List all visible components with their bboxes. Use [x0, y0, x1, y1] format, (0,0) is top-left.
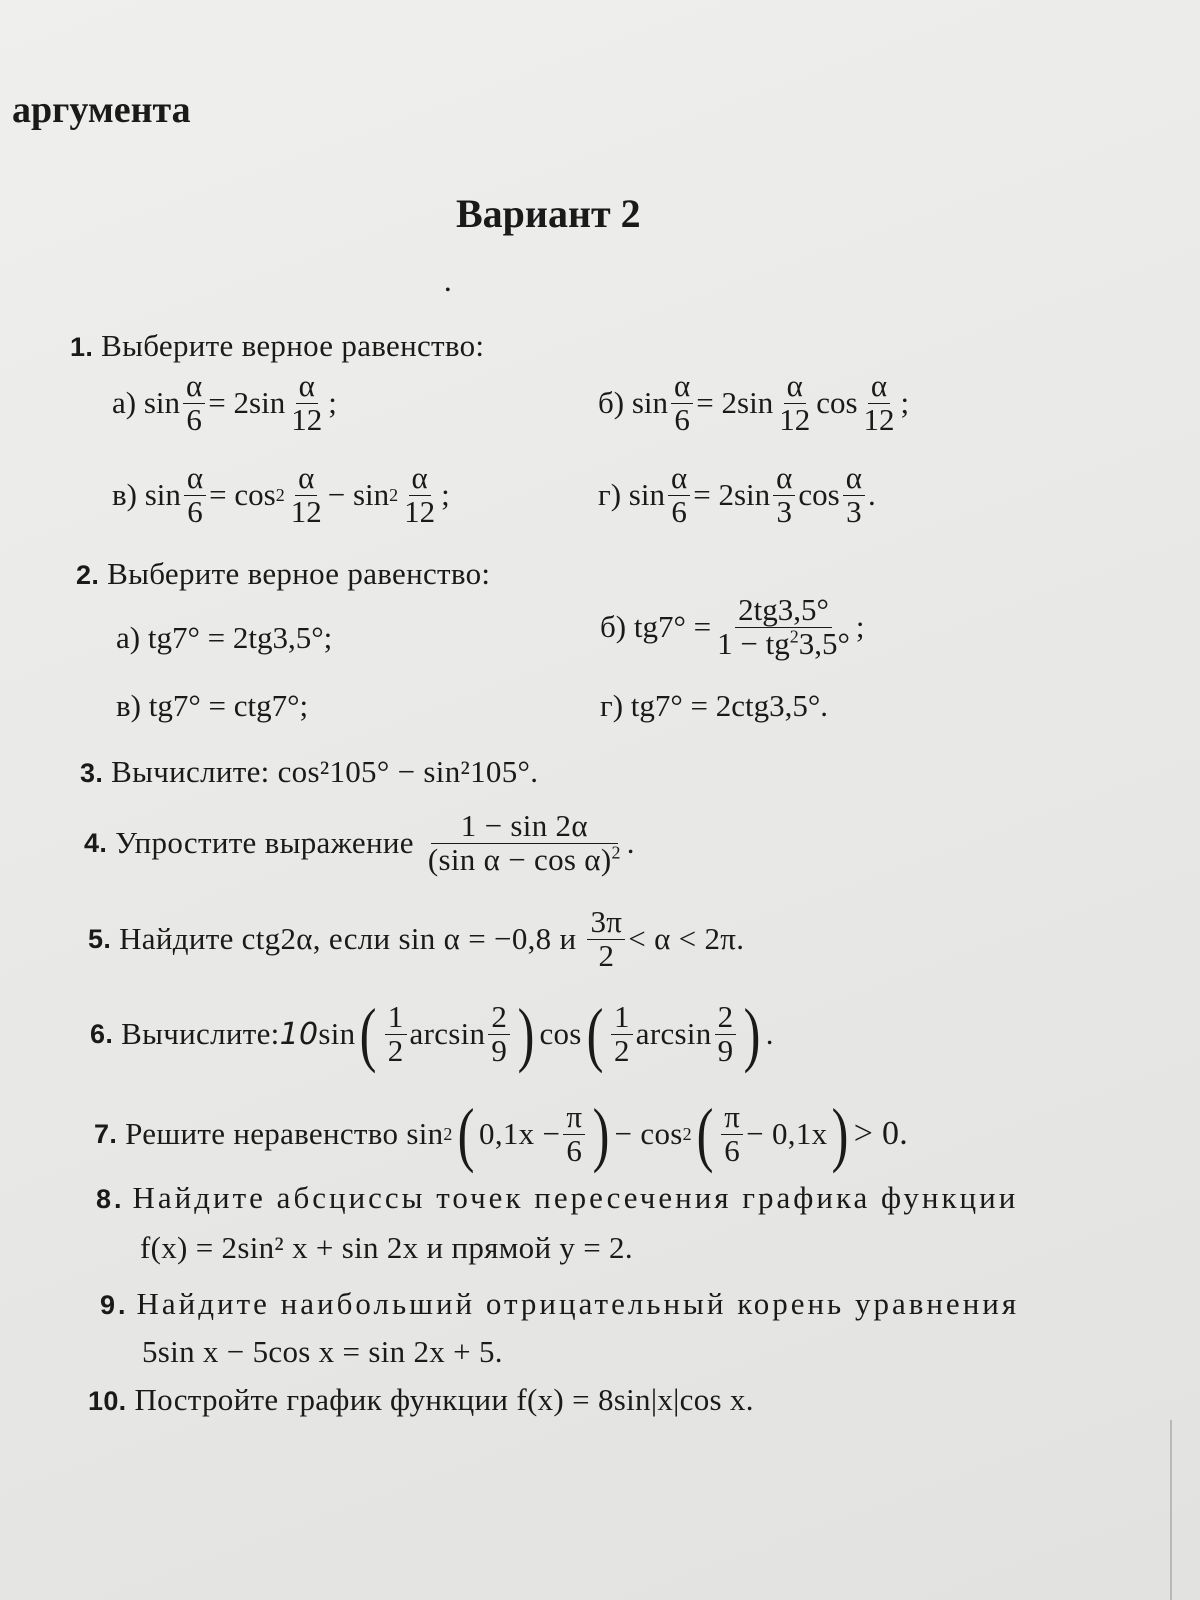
task-6 — [90, 994, 774, 1074]
math-text: 5. — [88, 923, 112, 954]
math-text: sin — [352, 477, 390, 513]
math-text: sin — [631, 385, 669, 421]
fraction — [425, 810, 624, 876]
math-text: α — [296, 370, 318, 404]
fraction — [668, 462, 690, 528]
math-text: 1 — [385, 1001, 407, 1035]
math-text: f(x) = 8sin|x|cos x. — [516, 1382, 754, 1417]
math-text: ) — [592, 1094, 610, 1174]
math-text: 3π — [587, 906, 625, 940]
math-text: 6 — [186, 401, 202, 437]
task-10 — [88, 1382, 754, 1418]
math-text: = — [208, 385, 226, 421]
math-text: sin — [628, 477, 665, 513]
math-text: . — [867, 477, 876, 513]
math-text: f(x) = 2sin² x + sin 2x и прямой y = 2. — [140, 1230, 633, 1265]
math-text: 2 — [611, 842, 621, 863]
task-9 — [100, 1286, 1019, 1322]
math-text: sin — [406, 1116, 444, 1151]
math-text: cos — [234, 477, 276, 513]
math-text: ( — [457, 1094, 475, 1174]
math-text: arcsin — [409, 1016, 486, 1051]
math-text: 3 — [776, 493, 793, 529]
variant-title: Вариант 2 — [456, 191, 641, 236]
math-text: Найдите наибольший отрицательный корень уравнения — [136, 1286, 1020, 1321]
math-text: 6 — [674, 401, 690, 437]
fraction — [721, 1098, 743, 1168]
fraction — [715, 998, 737, 1068]
math-text: 12 — [404, 493, 436, 529]
math-text: 4. — [84, 827, 108, 858]
math-text: arcsin — [635, 1016, 712, 1051]
math-text: α — [409, 462, 431, 496]
math-text: Постройте график функции — [134, 1382, 509, 1417]
math-text: α — [668, 462, 690, 496]
math-text: Решите неравенство — [125, 1116, 399, 1151]
math-text: 2sin — [233, 385, 286, 421]
fraction — [611, 998, 633, 1068]
task-7: 7. Решите неравенство sin 2 ( 0,1x − $\frac{\pi}{6}$ ) − cos 2 ( $\frac{\pi}{6}$ − 0,1x ) > 0. — [94, 1094, 909, 1174]
task-prompt: Выберите верное равенство: — [101, 328, 485, 363]
math-text: 2sin — [721, 385, 774, 421]
math-text: . — [765, 1016, 774, 1051]
task-1 — [70, 328, 484, 364]
math-text: = — [209, 477, 227, 513]
fraction — [184, 462, 206, 528]
math-text: = — [696, 385, 714, 421]
math-text: cos — [816, 385, 858, 421]
math-text: Выберите верное равенство: — [107, 556, 491, 591]
fraction — [843, 462, 865, 528]
math-text: sin — [318, 1016, 356, 1051]
math-text: г) — [598, 477, 622, 513]
math-text: ( — [586, 994, 604, 1074]
math-text: 2 — [488, 1001, 510, 1035]
math-text: π — [721, 1101, 743, 1135]
math-text: α — [868, 370, 890, 404]
fraction — [288, 370, 325, 436]
math-text: 12 — [863, 401, 895, 437]
math-text: tg7° = 2tg3,5°; — [147, 620, 333, 655]
math-text: sin — [143, 385, 181, 421]
math-text: 9 — [491, 1032, 508, 1068]
math-text: ; — [441, 477, 450, 513]
math-text: ; — [900, 385, 910, 421]
math-text: 7. — [94, 1118, 118, 1149]
task-9-line-2 — [142, 1334, 503, 1370]
math-text: = — [693, 477, 711, 513]
stray-mark: • — [445, 282, 451, 299]
math-text: в) — [116, 688, 141, 723]
task-1-option-g — [598, 462, 876, 528]
math-text: 12 — [779, 401, 811, 437]
task-2-option-g — [600, 688, 828, 724]
fraction — [714, 594, 853, 660]
fraction — [288, 462, 325, 528]
math-text: ) — [517, 994, 535, 1074]
math-text: а) — [112, 385, 137, 421]
fraction — [776, 370, 813, 436]
math-text: < α < 2π. — [628, 921, 745, 957]
fraction — [401, 462, 438, 528]
task-2-option-a — [116, 620, 332, 656]
math-text: α — [671, 370, 693, 404]
math-text: ( — [696, 1094, 714, 1174]
task-2 — [76, 556, 490, 592]
math-text: 2tg3,5° — [735, 594, 832, 628]
math-text: 2 — [387, 1032, 404, 1068]
math-text: 12 — [290, 493, 322, 529]
math-text: ; — [328, 385, 337, 421]
task-4 — [84, 810, 635, 876]
task-1-option-v: в) sin $\frac{\alpha}{6}$ = cos 2 $\frac{\alpha}{12}$ − sin 2 $\frac{\alpha}{12}$ ; — [112, 460, 450, 529]
math-text: sin — [144, 477, 181, 513]
page-header: аргумента — [12, 89, 191, 131]
math-text: 2 — [613, 1032, 630, 1068]
math-text: ) — [832, 1094, 850, 1174]
math-text: ; — [855, 609, 865, 645]
math-text: б) — [600, 609, 627, 645]
math-text: Вычислите: — [111, 754, 270, 789]
math-text: 6. — [90, 1018, 114, 1049]
math-text: tg7° = ctg7°; — [148, 688, 309, 723]
math-text: 10. — [88, 1386, 127, 1416]
math-text: Найдите абсциссы точек пересечения графика функции — [132, 1180, 1019, 1215]
math-text: 2sin — [718, 477, 771, 513]
math-text: 2. — [76, 560, 100, 590]
math-text: 9. — [100, 1290, 129, 1320]
fraction — [861, 370, 898, 436]
math-text: cos — [798, 477, 840, 513]
math-text: 1 − tg — [717, 625, 790, 661]
math-text: б) — [598, 385, 625, 421]
fraction — [563, 1098, 585, 1168]
math-text: 6 — [724, 1132, 741, 1168]
task-2-option-v — [116, 688, 308, 724]
handwritten-annotation: 10 — [279, 1016, 319, 1052]
math-text: 6 — [187, 493, 203, 529]
math-text: 5sin x − 5cos x = sin 2x + 5. — [142, 1334, 503, 1369]
math-text: 6 — [671, 493, 687, 529]
task-1-option-a — [112, 370, 337, 436]
task-8-line-2 — [140, 1230, 633, 1266]
math-text: 3,5° — [798, 625, 850, 661]
math-text: ) — [744, 994, 762, 1074]
math-text: а) — [116, 620, 141, 655]
math-text: α — [184, 462, 206, 496]
math-text: − cos — [614, 1116, 683, 1151]
fraction — [773, 462, 795, 528]
math-text: . — [626, 825, 635, 861]
math-text: г) — [600, 688, 624, 723]
math-text: 3 — [846, 493, 862, 529]
math-text: Упростите выражение — [115, 825, 414, 861]
paper-edge-shadow — [1170, 1420, 1172, 1600]
math-text: π — [563, 1101, 585, 1135]
math-text: 8. — [96, 1184, 125, 1214]
fraction — [183, 370, 205, 436]
math-text: tg7° = — [633, 609, 712, 645]
fraction — [671, 370, 693, 436]
math-text: α — [773, 462, 795, 496]
task-3 — [80, 754, 538, 790]
math-text: 6 — [566, 1132, 583, 1168]
math-text: tg7° = 2ctg3,5°. — [630, 688, 829, 723]
math-text: (sin α − cos α) — [427, 841, 612, 877]
math-text: 3. — [80, 758, 104, 788]
math-text: α — [843, 462, 865, 496]
math-text: cos — [539, 1016, 582, 1051]
task-5 — [88, 906, 744, 972]
math-text: Вычислите: — [121, 1016, 280, 1051]
math-text: 2 — [789, 626, 799, 647]
fraction — [488, 998, 510, 1068]
math-text: 1 − sin 2α — [431, 810, 618, 844]
math-text: − — [327, 477, 346, 513]
math-text: 1 — [611, 1001, 633, 1035]
math-text: α — [295, 462, 317, 496]
task-8 — [96, 1180, 1018, 1216]
math-text: > 0. — [853, 1115, 909, 1152]
math-text: cos²105° − sin²105°. — [277, 754, 539, 789]
math-text: 12 — [291, 401, 323, 437]
fraction — [587, 906, 625, 972]
math-text: Найдите ctg2α, если sin α = −0,8 и — [119, 921, 577, 957]
task-number: 1. — [70, 332, 94, 362]
math-text: в) — [112, 477, 137, 513]
math-text: α — [183, 370, 205, 404]
math-text: − 0,1x — [746, 1116, 828, 1151]
math-text: 0,1x − — [479, 1116, 561, 1151]
math-text: 9 — [717, 1032, 734, 1068]
task-2-option-b — [600, 594, 865, 660]
math-text: 2 — [715, 1001, 737, 1035]
math-text: 2 — [598, 937, 615, 973]
math-text: ( — [360, 994, 378, 1074]
math-text: α — [784, 370, 806, 404]
task-1-option-b — [598, 370, 909, 436]
fraction — [385, 998, 407, 1068]
